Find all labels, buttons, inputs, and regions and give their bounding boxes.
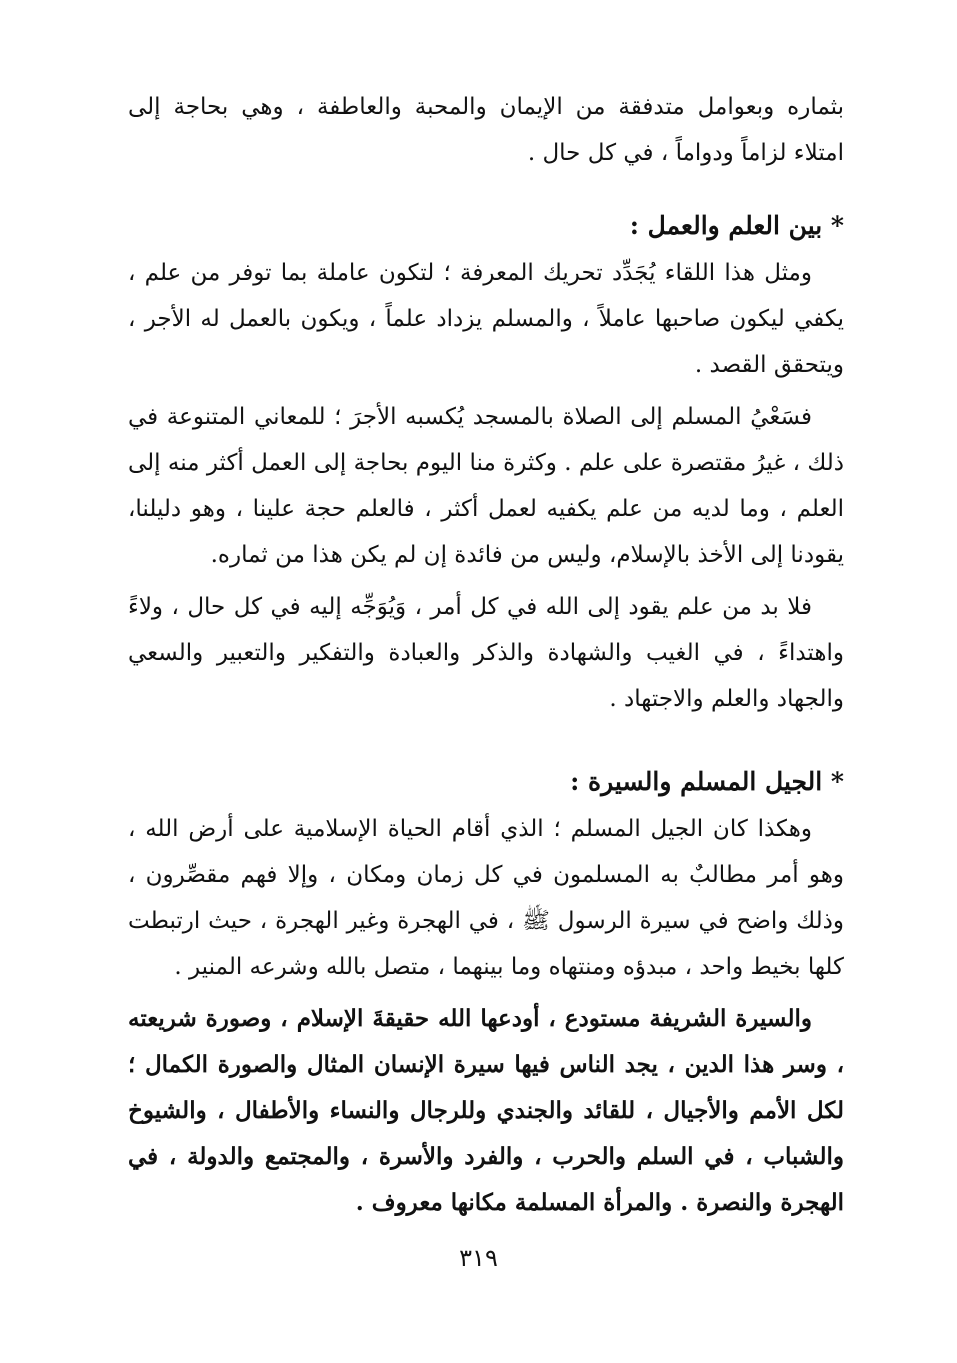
paragraph-intro: بثماره وبعوامل متدفقة من الإيمان والمحبة والعاطفة ، وهي بحاجة إلى امتلاء لزاماً ودواماً ، في كل حال . [128, 94, 844, 166]
page-number: ٣١٩ [459, 1244, 498, 1272]
section-heading-muslim-generation: * الجيل المسلم والسيرة : [570, 767, 844, 796]
paragraph-generation-1: وهكذا كان الجيل المسلم ؛ الذي أقام الحياة الإسلامية على أرض الله ، وهو أمر مطالبٌ به المسلمون في كل زمان ومكان ، وإلا فهم مقصِّرون ، وذلك واضح في سيرة الرسول ﷺ ، في الهجرة وغير الهجرة ، حيث ارتبطت كلها بخيط واحد ، مبدؤه ومنتهاه وما بينهما ، متصل بالله وشرعه المنير . [128, 816, 844, 980]
paragraph-generation-2: والسيرة الشريفة مستودع ، أودعها الله حقيقةَ الإسلام ، وصورة شريعته ، وسر هذا الدين ، يجد الناس فيها سيرة الإنسان المثال والصورة الكمال ؛ لكل الأمم والأجيال ، للقائد والجندي وللرجال والنساء والأطفال ، والشيوخ والشباب ، في السلم والحرب ، والفرد والأسرة ، والمجتمع والدولة ، في الهجرة والنصرة . والمرأة المسلمة مكانها معروف . [128, 1005, 844, 1216]
paragraph-knowledge-1: ومثل هذا اللقاء يُجَدِّد تحريك المعرفة ؛ لتكون عاملة بما توفر من علم ، يكفي ليكون صاحبها عاملاً ، والمسلم يزداد علماً ، ويكون بالعمل له الأجر ، ويتحقق القصد . [128, 260, 844, 378]
section-heading-knowledge-and-action: * بين العلم والعمل : [629, 211, 844, 240]
page-body [128, 84, 844, 1226]
paragraph-knowledge-2: فسَعْيُ المسلم إلى الصلاة بالمسجد يُكسبه الأجرَ ؛ للمعاني المتنوعة في ذلك ، غيرُ مقتصرة على علم . وكثرة منا اليوم بحاجة إلى العمل أكثر منه إلى العلم ، وما لديه من علم يكفيه لعمل أكثر ، فالعلم حجة علينا ، وهو دليلنا، يقودنا إلى الأخذ بالإسلام، وليس من فائدة إن لم يكن هذا من ثماره. [128, 404, 844, 568]
paragraph-knowledge-3: فلا بد من علم يقود إلى الله في كل أمر ، وَيُوَجِّه إليه في كل حال ، ولاءً واهتداءً ، في الغيب والشهادة والذكر والعبادة والتفكير والتعبير والسعي والجهاد والعلم والاجتهاد . [128, 594, 844, 712]
